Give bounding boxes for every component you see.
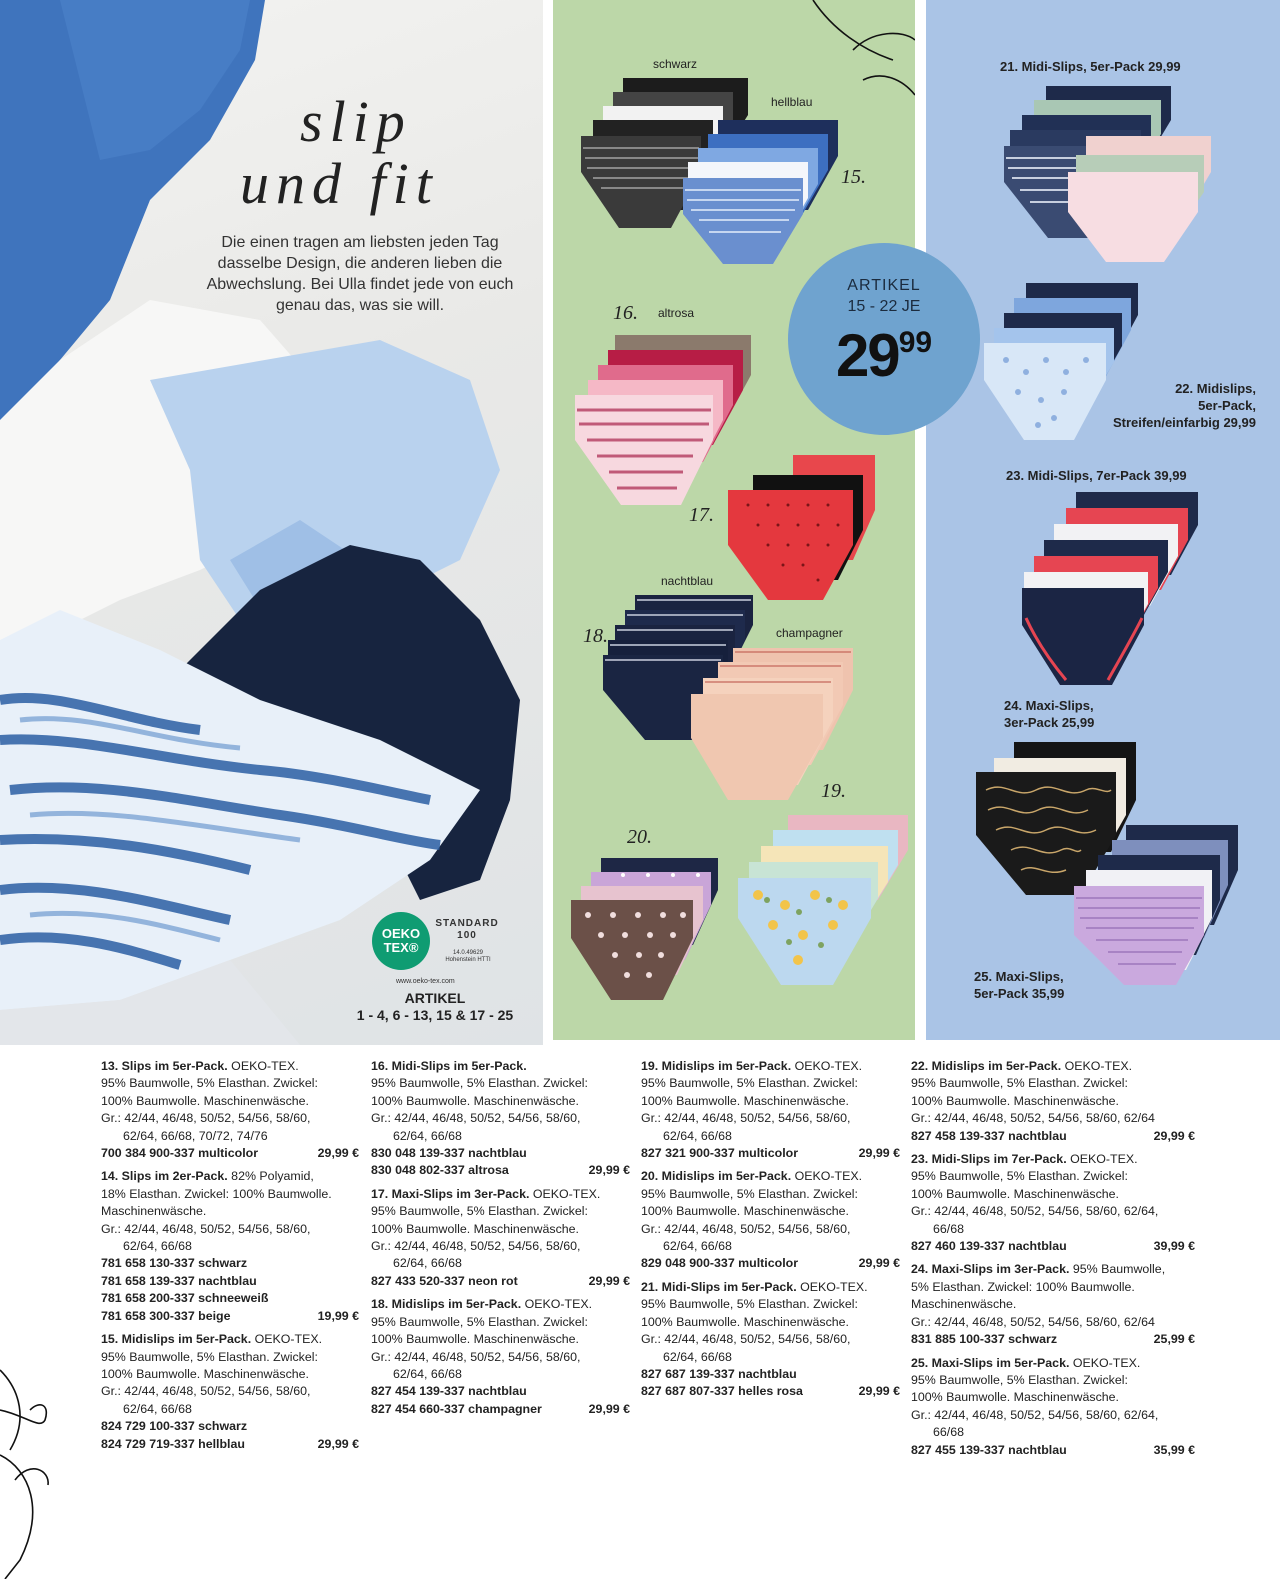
product-entry: [371, 1186, 630, 1290]
order-code-row: [641, 1366, 900, 1383]
briefs-17-red: [728, 455, 875, 600]
product-entry: [371, 1296, 630, 1418]
order-code: 827 687 139-337 nachtblau: [641, 1366, 797, 1381]
order-price: 29,99 €: [588, 1273, 630, 1288]
product-description-line: 95% Baumwolle, 5% Elasthan. Zwickel:: [101, 1349, 318, 1364]
order-code-row: [371, 1383, 630, 1400]
label-item-22-line2: 5er-Pack,: [1198, 398, 1256, 413]
product-title-suffix: OEKO-TEX.: [1061, 1059, 1133, 1073]
product-description-line: Gr.: 42/44, 46/48, 50/52, 54/56, 58/60,: [101, 1221, 311, 1236]
label-item-25-line2: 5er-Pack 35,99: [974, 986, 1065, 1001]
product-description-line: 100% Baumwolle. Maschinenwäsche.: [371, 1093, 579, 1108]
price-badge: [788, 243, 980, 435]
order-code-row: [101, 1308, 359, 1325]
product-title: 16. Midi-Slips im 5er-Pack.: [371, 1059, 527, 1073]
product-size-line: 62/64, 66/68: [663, 1239, 732, 1254]
order-code-row: [371, 1145, 630, 1162]
order-price: 39,99 €: [1153, 1239, 1195, 1254]
product-title-suffix: OEKO-TEX.: [227, 1059, 299, 1073]
product-description-line: Maschinenwäsche.: [911, 1297, 1017, 1312]
order-code: 824 729 719-337 hellblau: [101, 1436, 245, 1451]
item-number-20: 20.: [627, 826, 652, 848]
order-code-row: [911, 1128, 1195, 1145]
price-badge-cents: 99: [898, 326, 933, 359]
order-code-row: [371, 1273, 630, 1290]
label-item-24-line1: 24. Maxi-Slips,: [1004, 698, 1094, 713]
order-code-row: [911, 1238, 1195, 1255]
product-title-suffix: OEKO-TEX.: [1069, 1355, 1141, 1370]
product-entry: [911, 1058, 1195, 1145]
product-title: 14. Slips im 2er-Pack.: [101, 1169, 228, 1184]
order-code: 781 658 139-337 nachtblau: [101, 1273, 257, 1288]
oeko-standard: [432, 918, 502, 942]
price-badge-range: 15 - 22 JE: [847, 298, 921, 315]
label-item-25: [974, 968, 1174, 1002]
product-heading: [911, 1355, 1195, 1372]
product-description-line: Gr.: 42/44, 46/48, 50/52, 54/56, 58/60, 62/64,: [911, 1407, 1159, 1422]
product-description-line: 95% Baumwolle, 5% Elasthan. Zwickel:: [641, 1186, 858, 1201]
product-description-line: 95% Baumwolle, 5% Elasthan. Zwickel:: [371, 1076, 588, 1091]
price-badge-articles: ARTIKEL: [847, 277, 921, 294]
product-heading: [911, 1151, 1195, 1168]
label-item-24-line2: 3er-Pack 25,99: [1004, 715, 1095, 730]
product-description-line: 95% Baumwolle, 5% Elasthan. Zwickel:: [371, 1314, 588, 1329]
product-title: 19. Midislips im 5er-Pack.: [641, 1059, 792, 1073]
oeko-standard-number: 100: [457, 930, 477, 941]
product-description-line: Gr.: 42/44, 46/48, 50/52, 54/56, 58/60,: [101, 1384, 311, 1399]
product-heading: [911, 1261, 1195, 1278]
product-description-line: 95% Baumwolle, 5% Elasthan. Zwickel:: [371, 1204, 588, 1219]
product-description-line: 95% Baumwolle, 5% Elasthan. Zwickel:: [911, 1372, 1128, 1387]
product-size-line: 62/64, 66/68: [393, 1366, 462, 1381]
order-code-row: [911, 1331, 1195, 1348]
product-description-line: 100% Baumwolle. Maschinenwäsche.: [641, 1314, 849, 1329]
order-code-row: [101, 1290, 359, 1307]
headline-line-2: und fit: [240, 151, 439, 216]
product-heading: [371, 1186, 630, 1203]
product-column-2: [371, 1058, 630, 1424]
product-description-line: 100% Baumwolle. Maschinenwäsche.: [911, 1093, 1119, 1108]
product-entry: [101, 1058, 359, 1162]
order-price: 29,99 €: [858, 1146, 900, 1161]
product-entry: [641, 1279, 900, 1401]
intro-text: Die einen tragen am liebsten jeden Tag dasselbe Design, die anderen lieben die Abwechslung. Bei Ulla findet jede von euch genau das, was sie will.: [206, 234, 514, 314]
product-entry: [101, 1168, 359, 1325]
product-description-line: Gr.: 42/44, 46/48, 50/52, 54/56, 58/60,: [371, 1349, 581, 1364]
oeko-cert-number: 14.0.49629: [452, 950, 484, 956]
product-description-line: Gr.: 42/44, 46/48, 50/52, 54/56, 58/60,: [641, 1111, 851, 1126]
flourish-ornament: [0, 1360, 60, 1579]
item-number-16: 16.: [613, 302, 638, 324]
order-code: 827 455 139-337 nachtblau: [911, 1442, 1067, 1457]
blue-product-panel: [926, 0, 1280, 1040]
product-description-line: 95% Baumwolle, 5% Elasthan. Zwickel:: [101, 1076, 318, 1091]
label-item-23: 23. Midi-Slips, 7er-Pack 39,99: [1006, 468, 1187, 483]
product-title-suffix: 95% Baumwolle,: [1069, 1262, 1166, 1277]
order-code: 827 454 139-337 nachtblau: [371, 1384, 527, 1399]
product-size-line: 62/64, 66/68: [393, 1256, 462, 1271]
product-title: 18. Midislips im 5er-Pack.: [371, 1297, 522, 1312]
product-title-suffix: OEKO-TEX.: [1066, 1152, 1138, 1167]
label-item-24: [1004, 697, 1204, 731]
order-price: 25,99 €: [1153, 1332, 1195, 1347]
oeko-tex-logo: [372, 912, 430, 970]
order-price: 29,99 €: [1153, 1128, 1195, 1143]
label-item-21: 21. Midi-Slips, 5er-Pack 29,99: [1000, 59, 1181, 74]
product-heading: [101, 1058, 359, 1075]
order-price: 29,99 €: [317, 1146, 359, 1161]
product-description-line: Gr.: 42/44, 46/48, 50/52, 54/56, 58/60, 62/64,: [911, 1204, 1159, 1219]
label-hellblau: hellblau: [771, 95, 813, 109]
order-code: 781 658 130-337 schwarz: [101, 1256, 248, 1271]
product-heading: [101, 1331, 359, 1348]
product-entry: [641, 1058, 900, 1162]
product-title-suffix: OEKO-TEX.: [791, 1169, 863, 1184]
product-size-line: 66/68: [933, 1221, 965, 1236]
product-description-line: Gr.: 42/44, 46/48, 50/52, 54/56, 58/60,: [101, 1111, 311, 1126]
product-title: 24. Maxi-Slips im 3er-Pack.: [911, 1262, 1070, 1277]
order-code: 829 048 900-337 multicolor: [641, 1256, 799, 1271]
oeko-certificate: [438, 950, 498, 964]
product-description-line: 95% Baumwolle, 5% Elasthan. Zwickel:: [641, 1076, 858, 1091]
product-description-line: 100% Baumwolle. Maschinenwäsche.: [101, 1093, 309, 1108]
briefs-16-pink: [575, 335, 751, 505]
order-code: 831 885 100-337 schwarz: [911, 1332, 1058, 1347]
oeko-articles: [345, 990, 525, 1024]
order-code: 827 687 807-337 helles rosa: [641, 1384, 803, 1399]
product-description-line: 100% Baumwolle. Maschinenwäsche.: [641, 1093, 849, 1108]
briefs-20-dots: [571, 858, 718, 1000]
product-heading: [371, 1296, 630, 1313]
product-size-line: 66/68: [933, 1425, 965, 1440]
order-code-row: [101, 1255, 359, 1272]
label-item-22-line1: 22. Midislips,: [1175, 381, 1256, 396]
order-price: 29,99 €: [588, 1401, 630, 1416]
order-code: 830 048 802-337 altrosa: [371, 1163, 509, 1178]
briefs-19-pastel: [738, 815, 908, 985]
product-entry: [911, 1355, 1195, 1459]
product-title: 22. Midislips im 5er-Pack.: [911, 1059, 1062, 1073]
product-title-suffix: OEKO-TEX.: [529, 1186, 601, 1201]
product-description-line: Gr.: 42/44, 46/48, 50/52, 54/56, 58/60,: [371, 1111, 581, 1126]
product-description-line: Gr.: 42/44, 46/48, 50/52, 54/56, 58/60,: [641, 1332, 851, 1347]
oeko-cert-institute: Hohenstein HTTI: [445, 957, 491, 963]
briefs-23: [1022, 492, 1198, 685]
product-column-3: [641, 1058, 900, 1407]
product-entry: [101, 1331, 359, 1453]
product-size-line: 62/64, 66/68: [123, 1239, 192, 1254]
label-nachtblau: nachtblau: [661, 574, 714, 588]
order-code: 827 458 139-337 nachtblau: [911, 1128, 1067, 1143]
product-title-suffix: OEKO-TEX.: [796, 1279, 868, 1294]
product-heading: [641, 1058, 900, 1075]
order-code-row: [101, 1436, 359, 1453]
product-description-line: 100% Baumwolle. Maschinenwäsche.: [911, 1390, 1119, 1405]
product-title: 25. Maxi-Slips im 5er-Pack.: [911, 1355, 1070, 1370]
oeko-standard-label: STANDARD: [435, 918, 499, 929]
product-title: 13. Slips im 5er-Pack.: [101, 1059, 228, 1073]
order-price: 19,99 €: [317, 1308, 359, 1323]
order-code: 827 321 900-337 multicolor: [641, 1146, 799, 1161]
product-title: 21. Midi-Slips im 5er-Pack.: [641, 1279, 797, 1294]
label-item-22-line3: Streifen/einfarbig 29,99: [1112, 415, 1256, 430]
product-description-line: 100% Baumwolle. Maschinenwäsche.: [371, 1332, 579, 1347]
product-description-line: 5% Elasthan. Zwickel: 100% Baumwolle.: [911, 1279, 1135, 1294]
oeko-articles-range: 1 - 4, 6 - 13, 15 & 17 - 25: [356, 1007, 514, 1023]
oeko-articles-title: ARTIKEL: [404, 990, 466, 1006]
order-code: 700 384 900-337 multicolor: [101, 1146, 259, 1161]
order-code-row: [101, 1418, 359, 1435]
product-title: 20. Midislips im 5er-Pack.: [641, 1169, 792, 1184]
order-code-row: [641, 1145, 900, 1162]
briefs-21: [1004, 86, 1211, 262]
product-description-line: 95% Baumwolle, 5% Elasthan. Zwickel:: [641, 1297, 858, 1312]
order-code: 827 433 520-337 neon rot: [371, 1273, 518, 1288]
order-code: 824 729 100-337 schwarz: [101, 1419, 248, 1434]
product-description-line: 18% Elasthan. Zwickel: 100% Baumwolle.: [101, 1186, 332, 1201]
headline-line-1: slip: [300, 89, 412, 154]
order-code-row: [911, 1442, 1195, 1459]
product-description-line: Gr.: 42/44, 46/48, 50/52, 54/56, 58/60, 62/64: [911, 1111, 1155, 1126]
product-entry: [911, 1261, 1195, 1348]
product-title-suffix: OEKO-TEX.: [251, 1332, 323, 1347]
order-price: 29,99 €: [858, 1384, 900, 1399]
green-panel-briefs: [553, 0, 915, 1040]
product-heading: [641, 1168, 900, 1185]
product-title: 15. Midislips im 5er-Pack.: [101, 1332, 252, 1347]
item-number-17: 17.: [689, 504, 714, 526]
product-title: 17. Maxi-Slips im 3er-Pack.: [371, 1186, 530, 1201]
product-description-line: Gr.: 42/44, 46/48, 50/52, 54/56, 58/60,: [371, 1239, 581, 1254]
order-code-row: [641, 1255, 900, 1272]
product-description-line: 100% Baumwolle. Maschinenwäsche.: [911, 1186, 1119, 1201]
order-price: 35,99 €: [1153, 1442, 1195, 1457]
product-description-line: 100% Baumwolle. Maschinenwäsche.: [371, 1221, 579, 1236]
product-description-line: 100% Baumwolle. Maschinenwäsche.: [101, 1366, 309, 1381]
product-description-line: 95% Baumwolle, 5% Elasthan. Zwickel:: [911, 1076, 1128, 1091]
order-code: 830 048 139-337 nachtblau: [371, 1146, 527, 1161]
product-entry: [911, 1151, 1195, 1255]
product-entry: [371, 1058, 630, 1180]
product-size-line: 62/64, 66/68: [663, 1128, 732, 1143]
order-code-row: [371, 1162, 630, 1179]
item-number-15: 15.: [841, 166, 866, 188]
product-size-line: 62/64, 66/68: [393, 1128, 462, 1143]
order-code: 827 460 139-337 nachtblau: [911, 1239, 1067, 1254]
label-item-25-line1: 25. Maxi-Slips,: [974, 969, 1064, 984]
item-number-18: 18.: [583, 625, 608, 647]
product-size-line: 62/64, 66/68, 70/72, 74/76: [123, 1128, 268, 1143]
product-title-suffix: 82% Polyamid,: [227, 1169, 314, 1184]
product-title-suffix: OEKO-TEX.: [521, 1297, 593, 1312]
order-price: 29,99 €: [317, 1436, 359, 1451]
product-description-line: 100% Baumwolle. Maschinenwäsche.: [641, 1204, 849, 1219]
product-description-line: Gr.: 42/44, 46/48, 50/52, 54/56, 58/60,: [641, 1221, 851, 1236]
product-description-line: Maschinenwäsche.: [101, 1204, 207, 1219]
order-price: 29,99 €: [858, 1256, 900, 1271]
leaf-ornament-top: [813, 0, 915, 95]
order-code-row: [371, 1401, 630, 1418]
order-code-row: [101, 1145, 359, 1162]
product-size-line: 62/64, 66/68: [123, 1401, 192, 1416]
product-heading: [641, 1279, 900, 1296]
label-champagner: champagner: [776, 626, 843, 640]
oeko-logo-line1: OEKO: [381, 926, 421, 941]
label-altrosa: altrosa: [658, 306, 695, 320]
label-item-22: [1026, 380, 1256, 431]
order-code: 781 658 300-337 beige: [101, 1308, 231, 1323]
order-code-row: [101, 1273, 359, 1290]
product-column-4: [911, 1058, 1195, 1465]
product-heading: [101, 1168, 359, 1185]
product-description-line: 95% Baumwolle, 5% Elasthan. Zwickel:: [911, 1169, 1128, 1184]
oeko-logo-line2: TEX®: [383, 940, 419, 955]
label-schwarz: schwarz: [653, 57, 698, 71]
price-badge-price: [788, 322, 980, 389]
order-code: 781 658 200-337 schneeweiß: [101, 1291, 269, 1306]
product-title: 23. Midi-Slips im 7er-Pack.: [911, 1152, 1067, 1167]
blue-panel-briefs: [926, 0, 1280, 1040]
product-title-suffix: OEKO-TEX.: [791, 1059, 863, 1073]
product-column-1: [101, 1058, 359, 1459]
product-entry: [641, 1168, 900, 1272]
green-product-panel: [553, 0, 915, 1040]
order-price: 29,99 €: [588, 1163, 630, 1178]
price-badge-euros: 29: [835, 322, 899, 389]
product-size-line: 62/64, 66/68: [663, 1349, 732, 1364]
oeko-url: www.oeko-tex.com: [396, 978, 455, 985]
product-heading: [371, 1058, 630, 1075]
product-heading: [911, 1058, 1195, 1075]
order-code: 827 454 660-337 champagner: [371, 1401, 542, 1416]
item-number-19: 19.: [821, 780, 846, 802]
order-code-row: [641, 1383, 900, 1400]
product-description-line: Gr.: 42/44, 46/48, 50/52, 54/56, 58/60, 62/64: [911, 1314, 1155, 1329]
